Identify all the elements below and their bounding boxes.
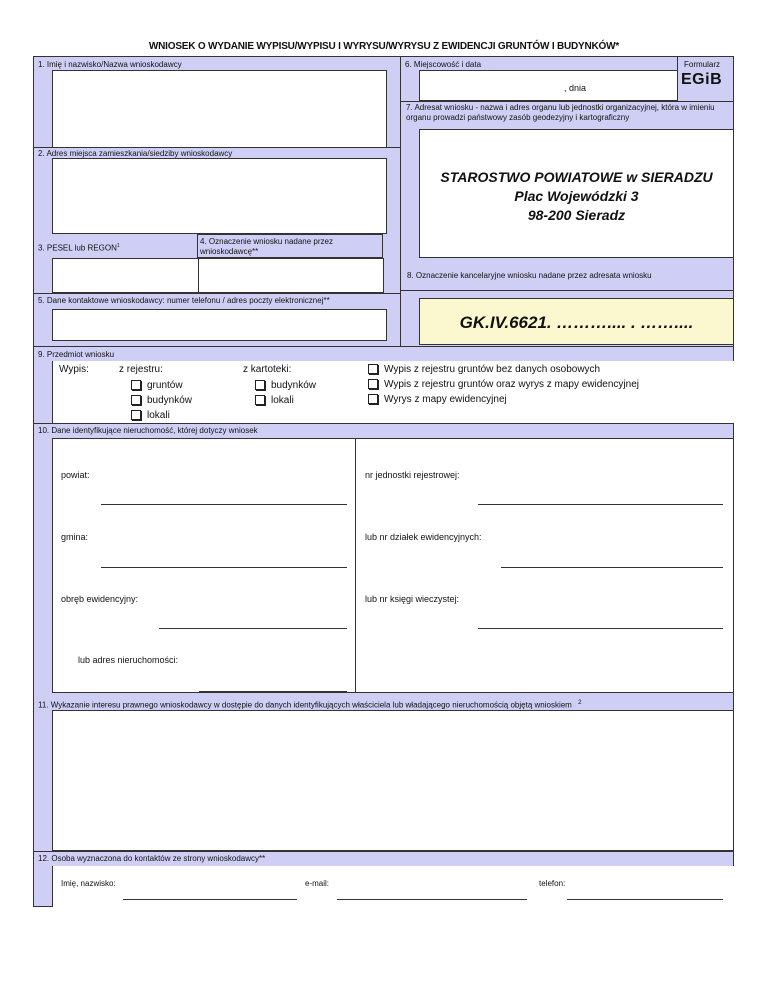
option-wypis-wyrys[interactable] xyxy=(368,379,639,391)
gmina-field[interactable] xyxy=(101,567,347,568)
checkbox-grunty[interactable] xyxy=(131,380,183,392)
option-label: Wypis z rejestru gruntów bez danych osobowych xyxy=(384,364,601,375)
sec9-right-panel xyxy=(362,361,734,423)
checkbox-label: lokali xyxy=(271,395,294,406)
divider xyxy=(400,101,734,102)
powiat-label: powiat: xyxy=(61,470,90,480)
contact-name-label: Imię, nazwisko: xyxy=(61,879,116,888)
sec3-text: 3. PESEL lub REGON xyxy=(38,243,117,253)
sec1-label: 1. Imię i nazwisko/Nazwa wnioskodawcy xyxy=(38,60,182,69)
dzialki-field[interactable] xyxy=(501,567,723,568)
contact-field[interactable] xyxy=(52,309,387,341)
contact-name-field[interactable] xyxy=(123,899,297,900)
checkbox-label: gruntów xyxy=(147,380,183,391)
checkbox-budynki[interactable] xyxy=(131,395,192,407)
checkbox-icon xyxy=(131,410,141,420)
checkbox-label: budynków xyxy=(271,380,317,391)
checkbox-icon xyxy=(131,395,141,405)
dnia-label: , dnia xyxy=(564,83,587,93)
addressee-line1: STAROSTWO POWIATOWE w SIERADZU xyxy=(440,169,713,185)
place-date-field[interactable] xyxy=(419,70,678,101)
column-divider xyxy=(400,56,401,346)
option-wypis-bez-danych[interactable] xyxy=(368,364,600,376)
ksiega-field[interactable] xyxy=(478,628,723,629)
addressee-line3: 98-200 Sieradz xyxy=(527,207,626,223)
divider xyxy=(33,851,734,852)
checkbox-icon xyxy=(131,380,141,390)
sec10-label: 10. Dane identyfikujące nieruchomość, której dotyczy wniosek xyxy=(38,426,258,435)
option-label: Wypis z rejestru gruntów oraz wyrys z mapy ewidencyjnej xyxy=(384,379,639,390)
sec3-label xyxy=(38,241,120,254)
property-panel xyxy=(52,438,734,693)
sec2-label: 2. Adres miejsca zamieszkania/siedziby wnioskodawcy xyxy=(38,149,233,158)
case-number: GK.IV.6621. ……….... . …….... xyxy=(419,298,734,345)
sec8-label: 8. Oznaczenie kancelaryjne wniosku nadane przez adresata wniosku xyxy=(407,271,652,280)
divider xyxy=(677,56,678,101)
sec4-label: 4. Oznaczenie wniosku nadane przez wnioskodawcę** xyxy=(197,234,383,258)
sec7-label: 7. Adresat wniosku - nazwa i adres organu lub jednostki organizacyjnej, która w imieniu organu prowadzi państwowy zasób geodezyjny i kartograficzny xyxy=(406,103,715,122)
checkbox-icon xyxy=(368,394,378,404)
pesel-field[interactable] xyxy=(52,258,199,293)
option-label: Wyrys z mapy ewidencyjnej xyxy=(384,394,507,405)
sec11-text: 11. Wykazanie interesu prawnego wnioskodawcy w dostępie do danych identyfikujących właściciela lub władającego nieruchomością objętą wnioskiem xyxy=(38,700,572,710)
jednostka-label: nr jednostki rejestrowej: xyxy=(365,470,460,480)
checkbox-kartoteka-lokale[interactable] xyxy=(255,395,294,407)
powiat-field[interactable] xyxy=(101,504,347,505)
contact-email-field[interactable] xyxy=(337,899,527,900)
contact-phone-label: telefon: xyxy=(539,879,566,888)
wypis-label: Wypis: xyxy=(59,364,89,375)
sec12-label: 12. Osoba wyznaczona do kontaktów ze strony wnioskodawcy** xyxy=(38,854,266,863)
divider xyxy=(33,423,734,424)
obreb-label: obręb ewidencyjny: xyxy=(61,594,139,604)
sec9-left-panel xyxy=(52,361,362,423)
sec9-label: 9. Przedmiot wniosku xyxy=(38,350,115,359)
contact-phone-field[interactable] xyxy=(567,899,723,900)
checkbox-label: lokali xyxy=(147,410,170,421)
checkbox-label: budynków xyxy=(147,395,193,406)
sec6-label: 6. Miejscowość i data xyxy=(405,60,482,69)
checkbox-lokale[interactable] xyxy=(131,410,170,422)
divider xyxy=(33,293,401,294)
checkbox-kartoteka-budynki[interactable] xyxy=(255,380,316,392)
applicant-ref-field[interactable] xyxy=(198,258,384,293)
jednostka-field[interactable] xyxy=(478,504,723,505)
adres-field[interactable] xyxy=(199,691,347,692)
checkbox-icon xyxy=(255,395,265,405)
checkbox-icon xyxy=(368,379,378,389)
name-field[interactable] xyxy=(52,70,387,148)
legal-interest-field[interactable] xyxy=(52,710,734,851)
egib-code: EGiB xyxy=(681,71,723,88)
gmina-label: gmina: xyxy=(61,532,89,542)
checkbox-icon xyxy=(368,364,378,374)
z-kartoteki-label: z kartoteki: xyxy=(243,364,292,375)
address-field[interactable] xyxy=(52,158,387,234)
adres-label: lub adres nieruchomości: xyxy=(78,655,179,665)
form-title: WNIOSEK O WYDANIE WYPISU/WYPISU I WYRYSU/WYRYSU Z EWIDENCJI GRUNTÓW I BUDYNKÓW* xyxy=(148,41,620,52)
contact-email-label: e-mail: xyxy=(305,879,330,888)
z-rejestru-label: z rejestru: xyxy=(119,364,163,375)
divider xyxy=(400,290,734,291)
sec5-label: 5. Dane kontaktowe wnioskodawcy: numer telefonu / adres poczty elektronicznej** xyxy=(38,296,330,305)
sec11-label xyxy=(38,698,582,711)
sec3-sup: 1 xyxy=(116,243,120,249)
divider xyxy=(33,346,734,347)
panel-divider xyxy=(355,439,356,692)
dzialki-label: lub nr działek ewidencyjnych: xyxy=(365,532,482,542)
addressee-box xyxy=(419,129,734,258)
option-wyrys[interactable] xyxy=(368,394,507,406)
formularz-label: Formularz xyxy=(684,60,721,69)
obreb-field[interactable] xyxy=(159,628,347,629)
sec11-sup: 2 xyxy=(578,700,582,706)
checkbox-icon xyxy=(255,380,265,390)
divider xyxy=(33,147,401,148)
ksiega-label: lub nr księgi wieczystej: xyxy=(365,594,460,604)
addressee-line2: Plac Wojewódzki 3 xyxy=(514,188,639,204)
contact-person-panel xyxy=(52,866,734,907)
